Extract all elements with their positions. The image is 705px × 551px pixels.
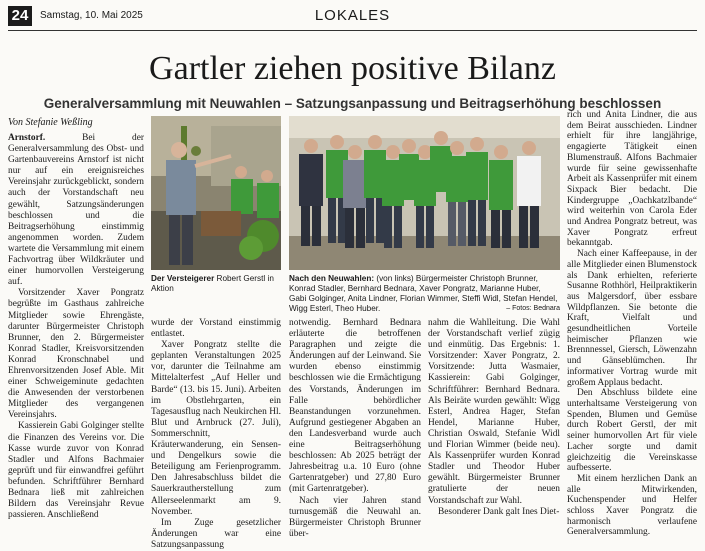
photo-board-group — [289, 116, 560, 270]
article-byline: Von Stefanie Weßling — [8, 117, 93, 128]
page-header — [8, 6, 697, 28]
paragraph — [8, 133, 144, 288]
issue-date: Samstag, 10. Mai 2025 — [40, 10, 143, 21]
paragraph: Kassierein Gabi Golginger stellte die Finanzen des Vereins vor. Die Kasse wurde zuvor von Konrad Stadler und Alfons Bachmaier geprüft und für einwandfrei geführt befunden. Schriftführer Bernhard Bednara ließ mit zahlreichen Bildern das Vereinsjahr Revue passieren. Anschließend — [8, 421, 144, 521]
paragraph: Nach einer Kaffeepause, in der alle Mitglieder einen Blumenstock als Dank erhielten, referierte Susanne Rothhörl, Heilpraktikerin aus Malgersdorf, über essbare Wildpflanzen. Sie betonte die Kraft, Vielfalt und gesundheitlichen Vorteile heimischer Pflanzen wie Brennnessel, Giersch, Löwenzahn und Gänseblümchen. Ihr informativer Vortrag wurde mit großem Applaus bedacht. — [567, 249, 697, 388]
section-title: LOKALES — [314, 7, 391, 24]
column-2 — [151, 318, 281, 551]
paragraph: rich und Anita Lindner, die aus dem Beirat ausschieden. Lindner erhielt für ihre langjährige, engagierte Tätigkeit einen Blumenstrauß. Alfons Bachmaier wurde für seine gewissenhafte Arbeit als Kassenprüfer mit einem Sixpack Bier bedacht. Die Kindergruppe „Oachkatzlbande“ wird weiterhin von Carola Eder und Andrea Pongratz betreut, was Xaver Pongratz erfreut bekanntgab. — [567, 110, 697, 249]
paragraph: nahm die Wahlleitung. Die Wahl der Vorstandschaft verlief zügig und einmütig. Das Ergebnis: 1. Vorsitzender: Xaver Pongratz, 2. Vorsitzende: Jutta Wasmaier, Kassierein: Gabi Golginger, Schriftführer: Bernhard Bednara. Als Beiräte wurden gewählt: Wigg Esterl, Andrea Hager, Stefan Hendel, Marianne Huber, Christian Oswald, Stefanie Widl und Florian Wimmer (beide neu). Als Kassenprüfer wurden Konrad Stadler und Theodor Huber gewählt. Bürgermeister Brunner gratulierte der neuen Vorstandschaft zur Wahl. — [428, 318, 560, 506]
paragraph-text: Bei der Generalversammlung des Obst- und Gartenbauvereins Arnstorf ist nicht nur auf ein ereignisreiches Vereinsjahr zurückgeblickt, sondern auch der Vorstandschaft neu gewählt, Satzungsänderungen beschlossen und die Beitragserhöhung einstimmig angenommen worden. Zudem wartete die Versammlung mit einem Fachvortrag über Wildkräuter und einer humorvollen Versteigerung auf. — [8, 133, 144, 288]
caption-board-group — [289, 274, 560, 314]
dateline: Arnstorf. — [8, 133, 46, 143]
board-group-image — [289, 116, 560, 270]
article-headline: Gartler ziehen positive Bilanz — [149, 50, 556, 87]
paragraph: Den Abschluss bildete eine unterhaltsame Versteigerung von Spenden, Blumen und Gemüse durch Robert Gerstl, der mit seiner humorvollen Art für viele Lacher sorgte und damit gleichzeitig die Vereinskasse aufbesserte. — [567, 388, 697, 474]
paragraph: Vorsitzender Xaver Pongratz begrüßte im Gasthaus zahlreiche Mitglieder sowie Ehrengäste, darunter Bürgermeister Christoph Brunner, den 2. Bürgermeister Konrad Stadler, Kreisvorsitzenden Konrad Kronschnabel und Ehrenvorsitzenden Josef Able. Mit einer Schweigeminute gedachten die Anwesenden der verstorbenen Mitglieder des vergangenen Vereinsjahrs. — [8, 288, 144, 421]
caption-auctioneer — [151, 274, 281, 294]
photo-credit: – Fotos: Bednara — [506, 305, 560, 312]
caption-label: Nach den Neuwahlen: — [289, 274, 375, 283]
caption-text: (von links) Bürgermeister Christoph Brunner, Konrad Stadler, Bernhard Bednara, Xaver Pongratz, Marianne Huber, Gabi Golginger, Anita Lindner, Florian Wimmer, Steffi Widl, Stefan Hendel, Wigg Esterl, Theo Huber. — [289, 274, 558, 313]
paragraph: Xaver Pongratz stellte die geplanten Veranstaltungen 2025 vor, darunter die Teilnahme am Mittelalterfest „Auf Heller und Barde“ (13. bis 15. Juni). Arbeiten im Obstlehrgarten, ein Tagesausflug nach Neukirchen Hl. Blut und Arnbruck (27. Juli), Sommerschnitt, Kräuterwanderung, ein Sensen- und Dengelkurs sowie die Beteiligung am Ferienprogramm. Den Jahresabschluss bildet die Sauerkrautherstellung zum Allerseelenmarkt am 9. November. — [151, 340, 281, 517]
article-subhead: Generalversammlung mit Neuwahlen – Satzungsanpassung und Beitragserhöhung beschlossen — [43, 96, 662, 111]
header-rule — [8, 30, 697, 31]
photo-auctioneer — [151, 116, 281, 270]
paragraph: Besonderer Dank galt Ines Diet- — [438, 506, 560, 517]
column-5 — [567, 110, 697, 538]
column-3 — [289, 318, 421, 540]
column-4 — [428, 318, 560, 518]
caption-text: Robert Gerstl in Aktion — [151, 274, 274, 293]
page-number: 24 — [8, 6, 32, 26]
paragraph: notwendig. Bernhard Bednara erläuterte die betroffenen Paragraphen und zeigte die Änderungen auf der Leinwand. Sie wurden ebenso einstimmig beschlossen wie die Ermächtigung des Vorstands, Änderungen im Falle behördlicher Beanstandungen vorzunehmen. Aufgrund gestiegener Abgaben an den Landesverband wurde auch eine Beitragserhöhung beschlossen: Ab 2025 beträgt der Jahresbeitrag u.a. 10 Euro (ohne Gartenratgeber) und 27,80 Euro (mit Gartenratgeber). — [289, 318, 421, 495]
caption-label: Der Versteigerer — [151, 274, 215, 283]
column-1 — [8, 133, 144, 521]
auctioneer-image — [151, 116, 281, 270]
paragraph: wurde der Vorstand einstimmig entlastet. — [151, 318, 281, 340]
paragraph: Im Zuge gesetzlicher Änderungen war eine Satzungsanpassung — [151, 517, 281, 550]
paragraph: Nach vier Jahren stand turnusgemäß die Neuwahl an. Bürgermeister Christoph Brunner über- — [289, 495, 421, 539]
paragraph: Mit einem herzlichen Dank an alle Mitwirkenden, Kuchenspender und Helfer schloss Xaver Pongratz die harmonisch verlaufene Generalversammlung. — [567, 473, 697, 538]
